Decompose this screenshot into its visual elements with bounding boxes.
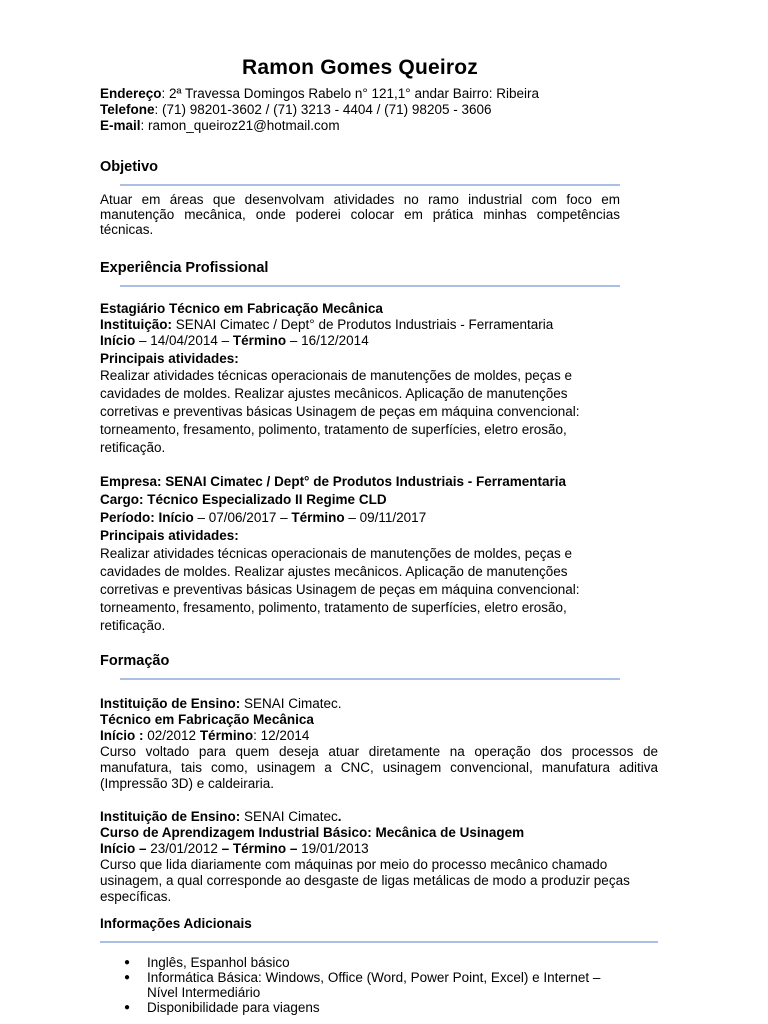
course-2-description-line: específicas. (100, 889, 172, 904)
job-1-activities-label: Principais atividades: (100, 351, 239, 366)
course-1-institution (100, 696, 658, 712)
phone-value: : (71) 98201-3602 / (71) 3213 - 4404 / (71) 98205 - 3606 (154, 102, 492, 117)
job-2-activity-line: retificação. (100, 618, 166, 633)
job-2-activity-line: cavidades de moldes. Realizar ajustes mecânicos. Aplicação de manutenções (100, 564, 568, 579)
section-divider (120, 678, 620, 680)
section-divider (100, 941, 658, 943)
phone-line (100, 102, 620, 118)
course-2-institution-value: SENAI Cimatec (240, 809, 338, 824)
job-1-activity-line: retificação. (100, 440, 166, 455)
course-1-name: Técnico em Fabricação Mecânica (100, 712, 314, 727)
course-2-end-label: – Término – (217, 841, 302, 856)
job-2-end-value: – 09/11/2017 (344, 510, 427, 525)
job-2-company: Empresa: SENAI Cimatec / Dept° de Produtos Industriais - Ferramentaria (100, 474, 567, 489)
additional-item: ● Disponibilidade para viagens (124, 1000, 628, 1015)
job-1-institution-value: SENAI Cimatec / Dept° de Produtos Industriais - Ferramentaria (172, 317, 554, 332)
experience-title: Experiência Profissional (100, 260, 269, 276)
course-1-start-value: 02/2012 (147, 728, 200, 743)
job-2 (100, 473, 620, 635)
job-2-end-label: Término (291, 510, 345, 525)
course-2-institution-label: Instituição de Ensino: (100, 809, 241, 824)
section-divider (120, 285, 620, 287)
course-2-start-label: Início – (100, 841, 151, 856)
additional-item: ● Inglês, Espanhol básico (124, 955, 628, 970)
job-2-activity-line: Realizar atividades técnicas operacionais de manutenções de moldes, peças e (100, 546, 573, 561)
candidate-name: Ramon Gomes Queiroz (241, 56, 478, 79)
course-1-end-value: : 12/2014 (253, 728, 310, 743)
job-1-activity-line: corretivas e preventivas básicas Usinagem de peças em máquina convencional: (100, 404, 580, 419)
email-value: : ramon_queiroz21@hotmail.com (140, 118, 340, 133)
resume-page (100, 56, 658, 1015)
course-2 (100, 809, 658, 905)
job-2-activities-label: Principais atividades: (100, 528, 239, 543)
course-1-start-label: Início : (100, 728, 148, 743)
job-2-period-start: – 07/06/2017 – (193, 510, 292, 525)
job-1-institution (100, 317, 620, 333)
course-2-start-value: 23/01/2012 (150, 841, 218, 856)
course-1-description: Curso voltado para quem deseja atuar diretamente na operação dos processos de manufatura, tais como, usinagem a CNC, usinagem convencional, manufatura aditiva (Impressão 3D) e caldeiraria. (100, 744, 658, 791)
objective-title: Objetivo (100, 159, 159, 175)
course-2-institution-dot: . (337, 809, 342, 824)
job-1-institution-label: Instituição: (100, 317, 173, 332)
course-1-dates (100, 728, 658, 744)
course-1-institution-label: Instituição de Ensino: (100, 696, 241, 711)
course-2-dates (100, 841, 658, 857)
objective-text: Atuar em áreas que desenvolvam atividades no ramo industrial com foco em manutenção mecânica, onde poderei colocar em prática minhas competências técnicas. (100, 192, 620, 237)
course-1-end-label: Término (199, 728, 254, 743)
job-1 (100, 301, 620, 457)
email-label: E-mail (100, 118, 141, 133)
job-2-activity-line: corretivas e preventivas básicas Usinagem de peças em máquina convencional: (100, 582, 580, 597)
job-1-activity-line: cavidades de moldes. Realizar ajustes mecânicos. Aplicação de manutenções (100, 386, 568, 401)
phone-label: Telefone (100, 102, 155, 117)
job-1-end-label: Término (232, 333, 287, 348)
job-2-period-label: Período: Início (100, 510, 194, 525)
section-divider (120, 184, 620, 186)
job-1-start-label: Início (100, 333, 136, 348)
course-1 (100, 696, 658, 792)
address-line (100, 86, 620, 102)
email-line (100, 118, 620, 134)
course-2-name: Curso de Aprendizagem Industrial Básico: Mecânica de Usinagem (100, 825, 525, 840)
additional-list (124, 955, 628, 1015)
job-1-activity-line: torneamento, fresamento, polimento, tratamento de superfícies, eletro erosão, (100, 422, 567, 437)
job-1-activity-line: Realizar atividades técnicas operacionais de manutenções de moldes, peças e (100, 368, 573, 383)
job-2-activity-line: torneamento, fresamento, polimento, tratamento de superfícies, eletro erosão, (100, 600, 567, 615)
job-1-dates (100, 333, 620, 349)
course-2-end-value: 19/01/2013 (301, 841, 369, 856)
job-1-start-value: – 14/04/2014 – (135, 333, 233, 348)
address-label: Endereço (100, 86, 162, 101)
job-1-end-value: – 16/12/2014 (286, 333, 369, 348)
job-2-position: Cargo: Técnico Especializado II Regime CLD (100, 492, 387, 507)
job-1-role: Estagiário Técnico em Fabricação Mecânica (100, 301, 383, 316)
education-title: Formação (100, 653, 170, 669)
address-value: : 2ª Travessa Domingos Rabelo n° 121,1° andar Bairro: Ribeira (161, 86, 540, 101)
course-1-institution-value: SENAI Cimatec. (240, 696, 342, 711)
additional-item: ● Informática Básica: Windows, Office (Word, Power Point, Excel) e Internet – Nível Intermediário (124, 970, 628, 1000)
job-2-period (100, 509, 620, 527)
course-2-description-line: usinagem, a qual corresponde ao desgaste de ligas metálicas de modo a produzir peças (100, 873, 630, 888)
additional-title: Informações Adicionais (100, 916, 252, 931)
course-2-description-line: Curso que lida diariamente com máquinas por meio do processo mecânico chamado (100, 857, 608, 872)
course-2-institution (100, 809, 658, 825)
